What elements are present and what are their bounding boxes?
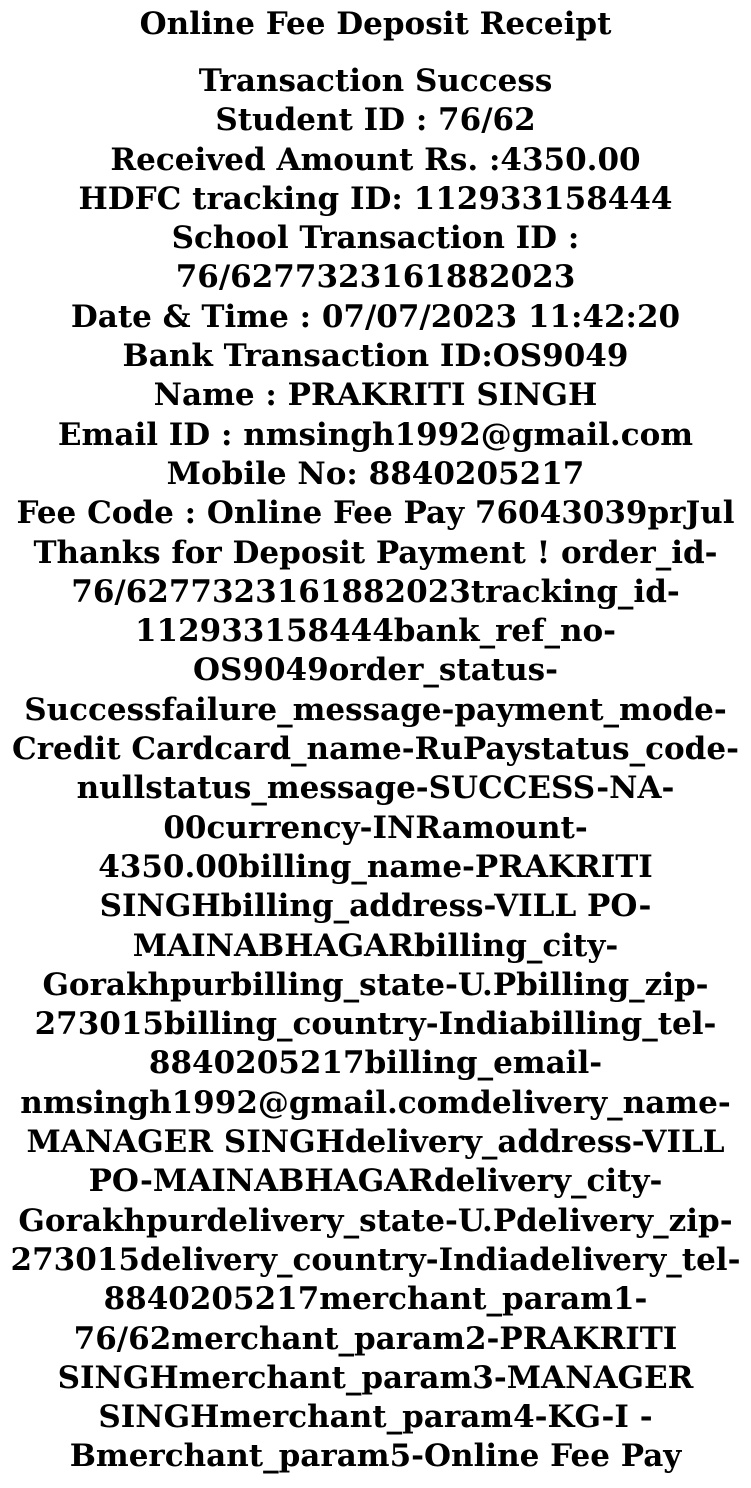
payment-message xyxy=(0,534,751,1477)
message-line: 8840205217merchant_param1- xyxy=(103,1281,648,1318)
message-line: Bmerchant_param5-Online Fee Pay xyxy=(69,1438,682,1475)
student-name: Name : PRAKRITI SINGH xyxy=(153,377,598,414)
student-id: Student ID : 76/62 xyxy=(215,102,536,139)
message-line: SINGHbilling_address-VILL PO- xyxy=(99,888,652,925)
message-line: PO-MAINABHAGARdelivery_city- xyxy=(88,1163,663,1200)
message-line: nullstatus_message-SUCCESS-NA- xyxy=(76,770,675,807)
message-line: SINGHmerchant_param3-MANAGER xyxy=(57,1359,694,1396)
message-line: MANAGER SINGHdelivery_address-VILL xyxy=(26,1124,725,1161)
message-line: Credit Cardcard_name-RuPaystatus_code- xyxy=(12,731,739,768)
message-line: Successfailure_message-payment_mode- xyxy=(24,691,727,728)
message-line: 8840205217billing_email- xyxy=(148,1045,603,1082)
bank-transaction-id: Bank Transaction ID:OS9049 xyxy=(122,338,629,375)
message-line: 273015billing_country-Indiabilling_tel- xyxy=(34,1006,717,1043)
message-line: OS9049order_status- xyxy=(193,652,558,689)
school-transaction-id-label: School Transaction ID : xyxy=(171,220,580,257)
email-id: Email ID : nmsingh1992@gmail.com xyxy=(57,416,694,453)
message-line: Gorakhpurdelivery_state-U.Pdelivery_zip- xyxy=(18,1202,733,1239)
receipt-title: Online Fee Deposit Receipt xyxy=(139,6,612,42)
fee-code: Fee Code : Online Fee Pay 76043039prJul xyxy=(16,495,735,532)
hdfc-tracking-id: HDFC tracking ID: 112933158444 xyxy=(78,180,673,217)
transaction-status: Transaction Success xyxy=(198,63,553,99)
receipt-details xyxy=(0,62,751,534)
message-line: Thanks for Deposit Payment ! order_id- xyxy=(33,534,718,571)
received-amount: Received Amount Rs. :4350.00 xyxy=(110,141,641,178)
date-time: Date & Time : 07/07/2023 11:42:20 xyxy=(70,298,681,335)
message-line: 273015delivery_country-Indiadelivery_tel- xyxy=(10,1241,741,1278)
message-line: 76/62merchant_param2-PRAKRITI xyxy=(73,1320,678,1357)
school-transaction-id-value: 76/6277323161882023 xyxy=(175,259,576,296)
message-line: MAINABHAGARbilling_city- xyxy=(132,927,619,964)
message-line: 00currency-INRamount- xyxy=(163,809,588,846)
message-line: 76/6277323161882023tracking_id- xyxy=(71,573,680,610)
message-line: nmsingh1992@gmail.comdelivery_name- xyxy=(20,1084,731,1121)
message-line: SINGHmerchant_param4-KG-I - xyxy=(98,1399,653,1436)
mobile-number: Mobile No: 8840205217 xyxy=(166,455,585,492)
message-line: 4350.00billing_name-PRAKRITI xyxy=(98,848,653,885)
message-line: Gorakhpurbilling_state-U.Pbilling_zip- xyxy=(42,966,709,1003)
message-line: 112933158444bank_ref_no- xyxy=(134,613,617,650)
